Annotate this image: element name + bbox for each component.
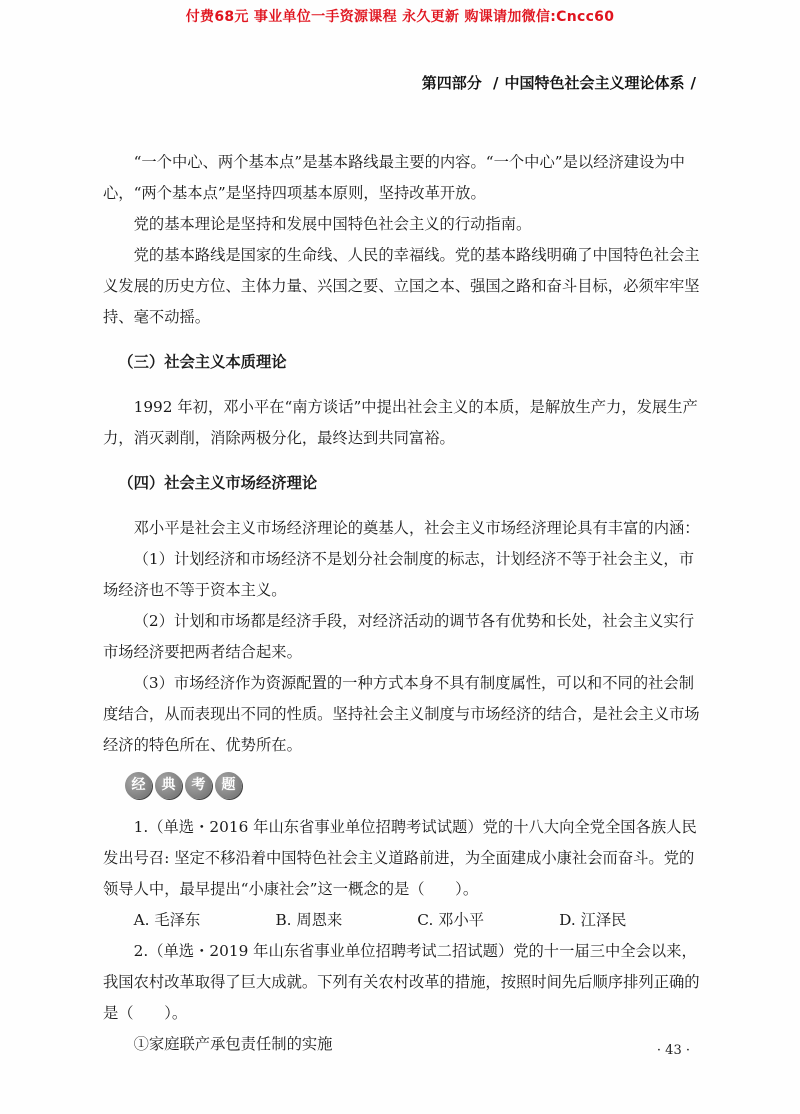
slash-left: / [493,74,499,92]
tag-char: 考 [185,772,212,799]
paragraph: 邓小平是社会主义市场经济理论的奠基人，社会主义市场经济理论具有丰富的内涵： [133,519,700,537]
section-heading-3: （三）社会主义本质理论 [118,353,287,371]
paragraph: 党的基本理论是坚持和发展中国特色社会主义的行动指南。 [133,215,532,233]
slash-right: / [690,74,696,92]
question-2-item-1: ①家庭联产承包责任制的实施 [133,1035,333,1053]
part-title: 中国特色社会主义理论体系 [504,74,685,92]
question-2: 2.（单选・2019 年山东省事业单位招聘考试二招试题）党的十一届三中全会以来，我国农村改革取得了巨大成就。下列有关农村改革的措施，按照时间先后顺序排列正确的是（ ）。 [103,942,700,1022]
part-label: 第四部分 [421,74,482,92]
paragraph: （1）计划经济和市场经济不是划分社会制度的标志，计划经济不等于社会主义，市场经济也不等于资本主义。 [103,550,695,599]
option-d: D. 江泽民 [559,911,627,929]
section-heading-4: （四）社会主义市场经济理论 [118,474,318,492]
paragraph: （2）计划和市场都是经济手段，对经济活动的调节各有优势和长处，社会主义实行市场经济要把两者结合起来。 [103,612,695,661]
option-c: C. 邓小平 [417,911,485,929]
option-a: A. 毛泽东 [133,911,201,929]
page-number: · 43 · [656,1043,690,1058]
paragraph: 1992 年初，邓小平在“南方谈话”中提出社会主义的本质，是解放生产力，发展生产力，消灭剥削，消除两极分化，最终达到共同富裕。 [103,398,698,447]
question-1-options [103,905,701,936]
watermark-banner: 付费68元 事业单位一手资源课程 永久更新 购课请加微信:Cncc60 [185,9,615,25]
classic-exam-tag [125,772,701,806]
tag-char: 经 [125,772,152,799]
option-b: B. 周恩来 [275,911,343,929]
tag-char: 典 [155,772,182,799]
question-1: 1.（单选・2016 年山东省事业单位招聘考试试题）党的十八大向全党全国各族人民发出号召: 坚定不移沿着中国特色社会主义道路前进，为全面建成小康社会而奋斗。党的领导人中，最早提出“小康社会”这一概念的是（ ）。 [103,818,697,898]
running-head [422,72,702,93]
page-body [103,147,701,1060]
paragraph: “一个中心、两个基本点”是基本路线最主要的内容。“一个中心”是以经济建设为中心，“两个基本点”是坚持四项基本原则，坚持改革开放。 [103,153,685,202]
paragraph: （3）市场经济作为资源配置的一种方式本身不具有制度属性，可以和不同的社会制度结合，从而表现出不同的性质。坚持社会主义制度与市场经济的结合，是社会主义市场经济的特色所在、优势所在。 [103,674,700,754]
paragraph: 党的基本路线是国家的生命线、人民的幸福线。党的基本路线明确了中国特色社会主义发展的历史方位、主体力量、兴国之要、立国之本、强国之路和奋斗目标，必须牢牢坚持、毫不动摇。 [103,246,700,326]
tag-char: 题 [215,772,242,799]
